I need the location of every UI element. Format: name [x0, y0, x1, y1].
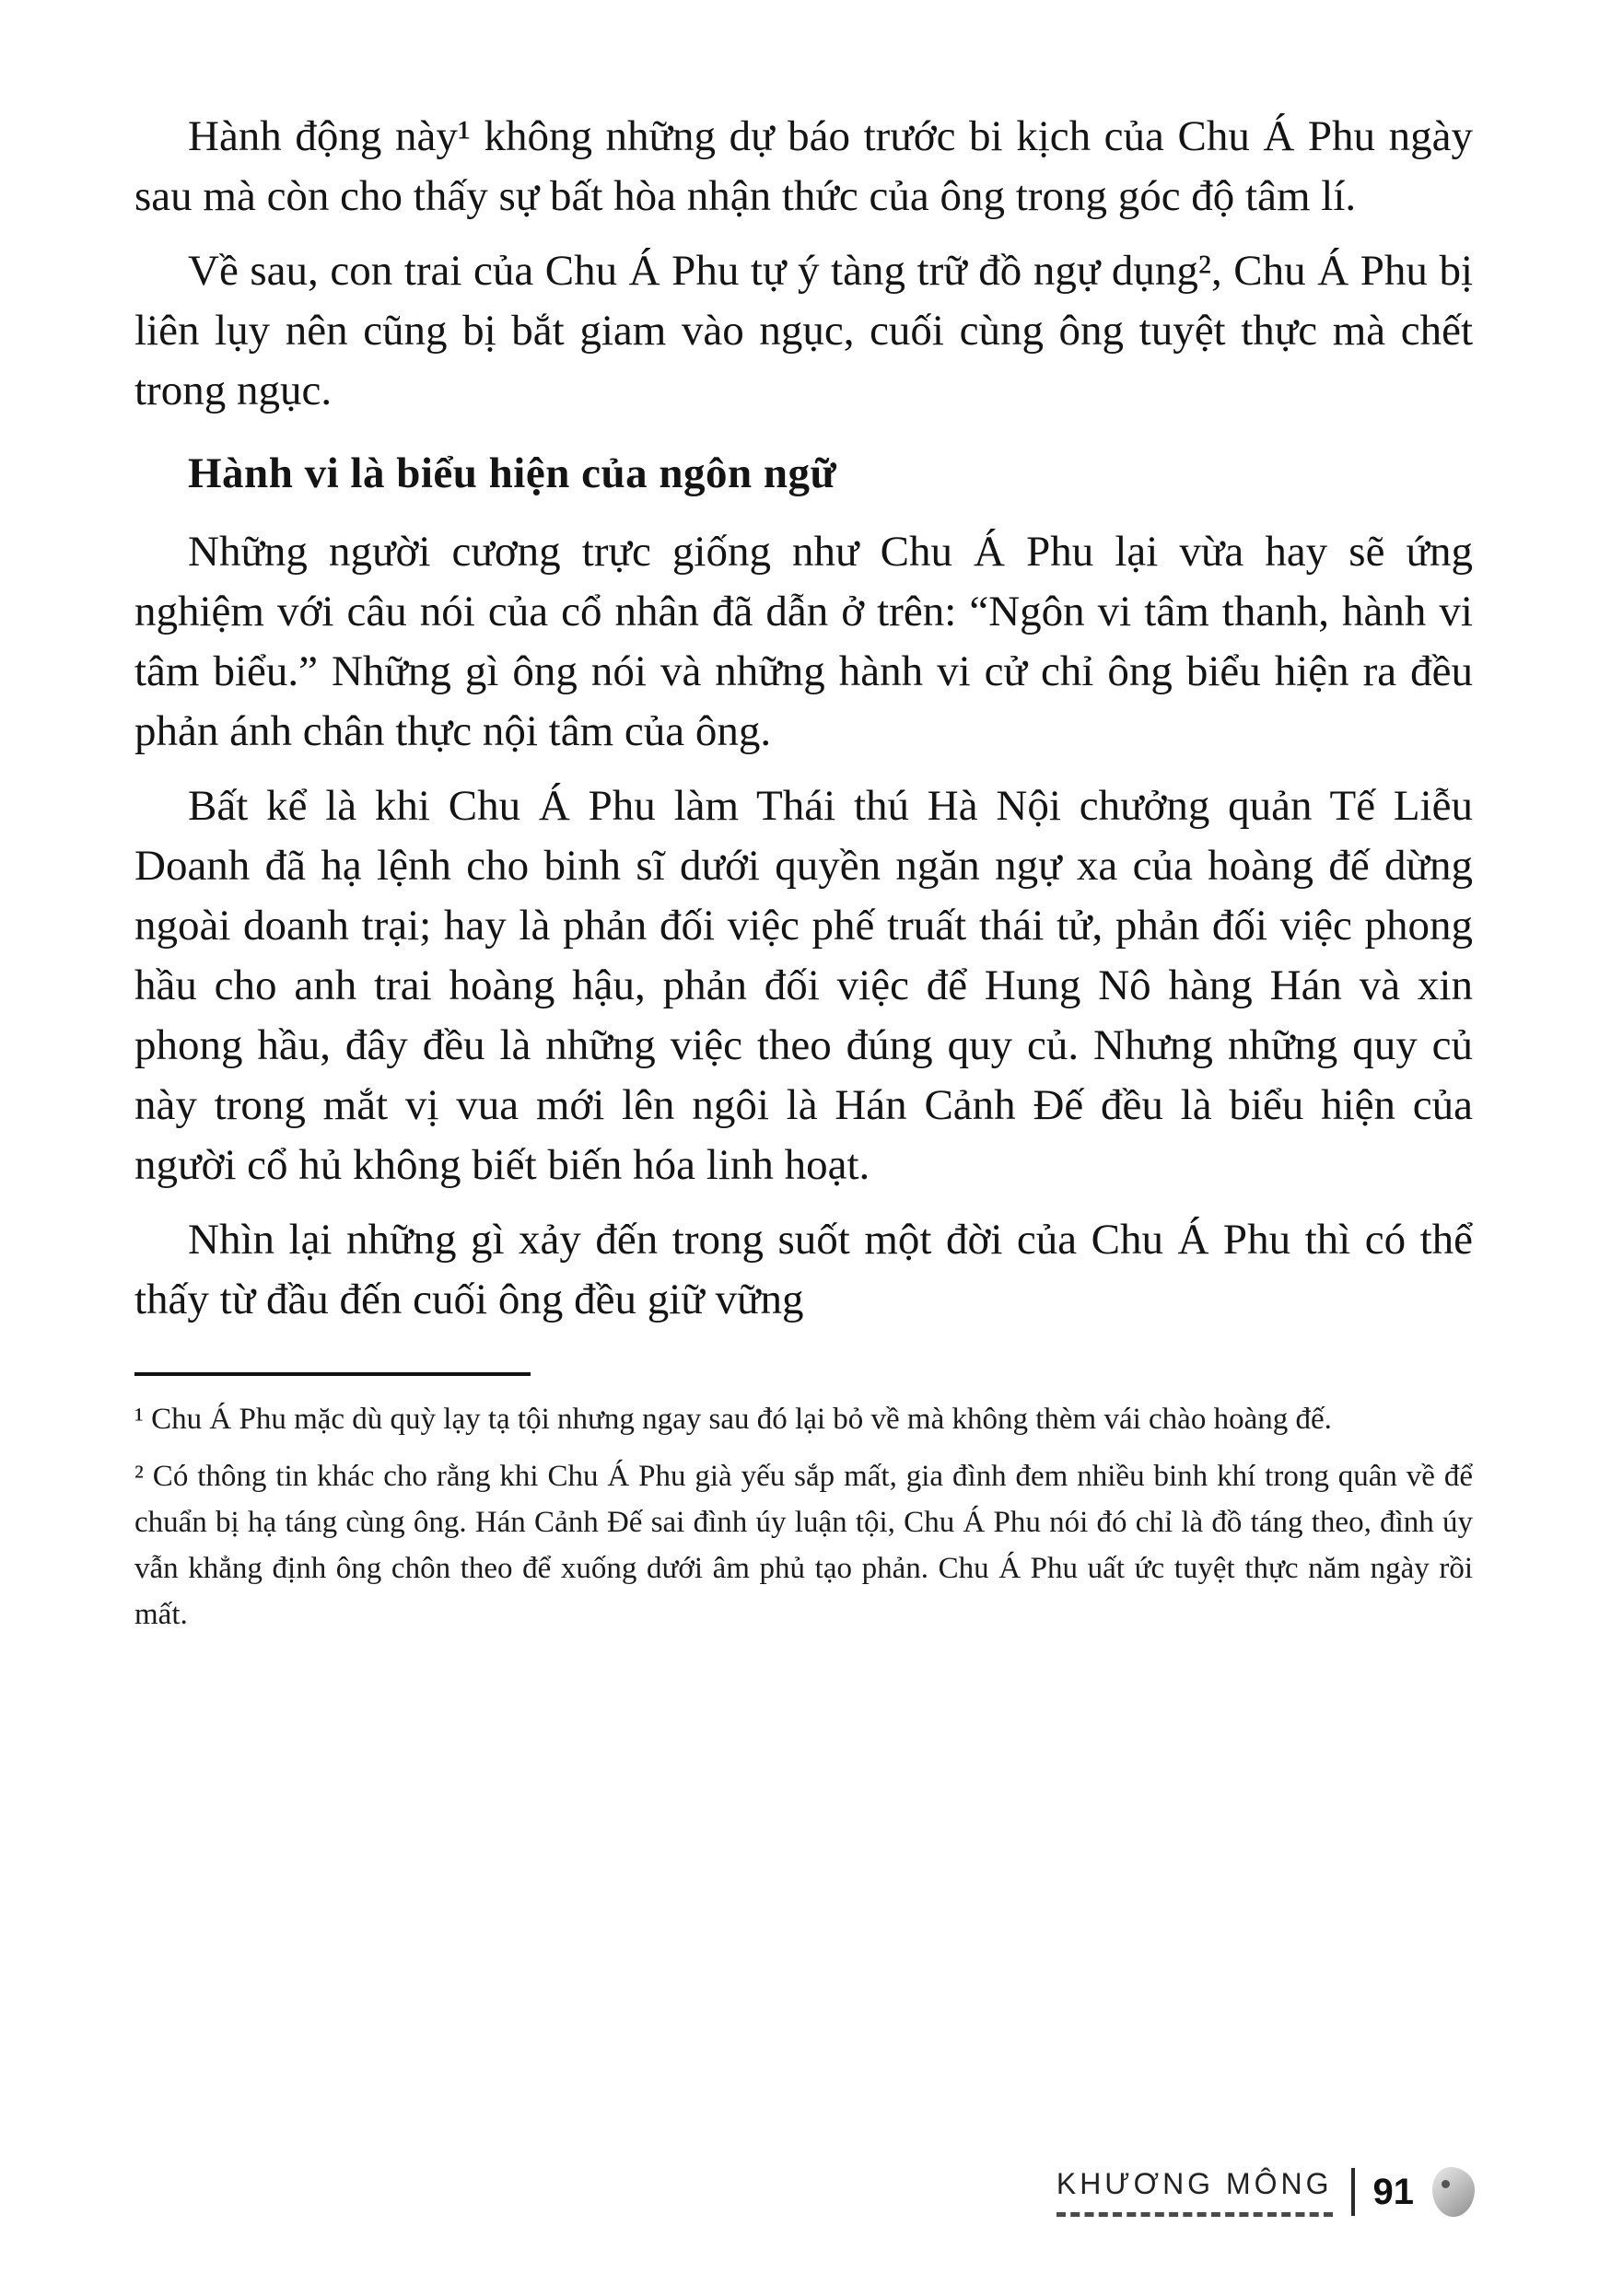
dashed-underline	[1056, 2212, 1333, 2217]
ornament-icon	[1432, 2167, 1475, 2217]
page-number: 91	[1372, 2171, 1414, 2212]
footnote-2: ² Có thông tin khác cho rằng khi Chu Á Phu già yếu sắp mất, gia đình đem nhiều binh khí trong quân về để chuẩn bị hạ táng cùng ông. Hán Cảnh Đế sai đình úy luận tội, Chu Á Phu nói đó chỉ là đồ táng theo, đình úy vẫn khẳng định ông chôn theo để xuống dưới âm phủ tạo phản. Chu Á Phu uất ức tuyệt thực năm ngày rồi mất.	[134, 1460, 1473, 1631]
paragraph-4: Bất kể là khi Chu Á Phu làm Thái thú Hà Nội chưởng quản Tế Liễu Doanh đã hạ lệnh cho binh sĩ dưới quyền ngăn ngự xa của hoàng đế dừng ngoài doanh trại; hay là phản đối việc phế truất thái tử, phản đối việc phong hầu cho anh trai hoàng hậu, phản đối việc để Hung Nô hàng Hán và xin phong hầu, đây đều là những việc theo đúng quy củ. Nhưng những quy củ này trong mắt vị vua mới lên ngôi là Hán Cảnh Đế đều là biểu hiện của người cổ hủ không biết biến hóa linh hoạt.	[134, 782, 1473, 1189]
footnote-separator	[134, 1372, 531, 1376]
footer-author-block	[1056, 2167, 1333, 2217]
footnote-1: ¹ Chu Á Phu mặc dù quỳ lạy tạ tội nhưng ngay sau đó lại bỏ về mà không thèm vái chào hoàng đế.	[134, 1403, 1332, 1436]
paragraph-2: Về sau, con trai của Chu Á Phu tự ý tàng trữ đồ ngự dụng², Chu Á Phu bị liên lụy nên cũng bị bắt giam vào ngục, cuối cùng ông tuyệt thực mà chết trong ngục.	[134, 247, 1473, 414]
paragraph-1: Hành động này¹ không những dự báo trước bi kịch của Chu Á Phu ngày sau mà còn cho thấy sự bất hòa nhận thức của ông trong góc độ tâm lí.	[134, 112, 1473, 220]
footer-divider	[1351, 2168, 1355, 2216]
paragraph-5: Nhìn lại những gì xảy đến trong suốt một đời của Chu Á Phu thì có thể thấy từ đầu đến cuối ông đều giữ vững	[134, 1216, 1473, 1323]
paragraph-3: Những người cương trực giống như Chu Á Phu lại vừa hay sẽ ứng nghiệm với câu nói của cổ nhân đã dẫn ở trên: “Ngôn vi tâm thanh, hành vi tâm biểu.” Những gì ông nói và những hành vi cử chỉ ông biểu hiện ra đều phản ánh chân thực nội tâm của ông.	[134, 528, 1473, 755]
page-content	[134, 107, 1473, 1649]
page-footer	[1056, 2167, 1475, 2217]
footer-author: KHƯƠNG MÔNG	[1056, 2167, 1333, 2200]
section-heading: Hành vi là biểu hiện của ngôn ngữ	[188, 449, 837, 497]
